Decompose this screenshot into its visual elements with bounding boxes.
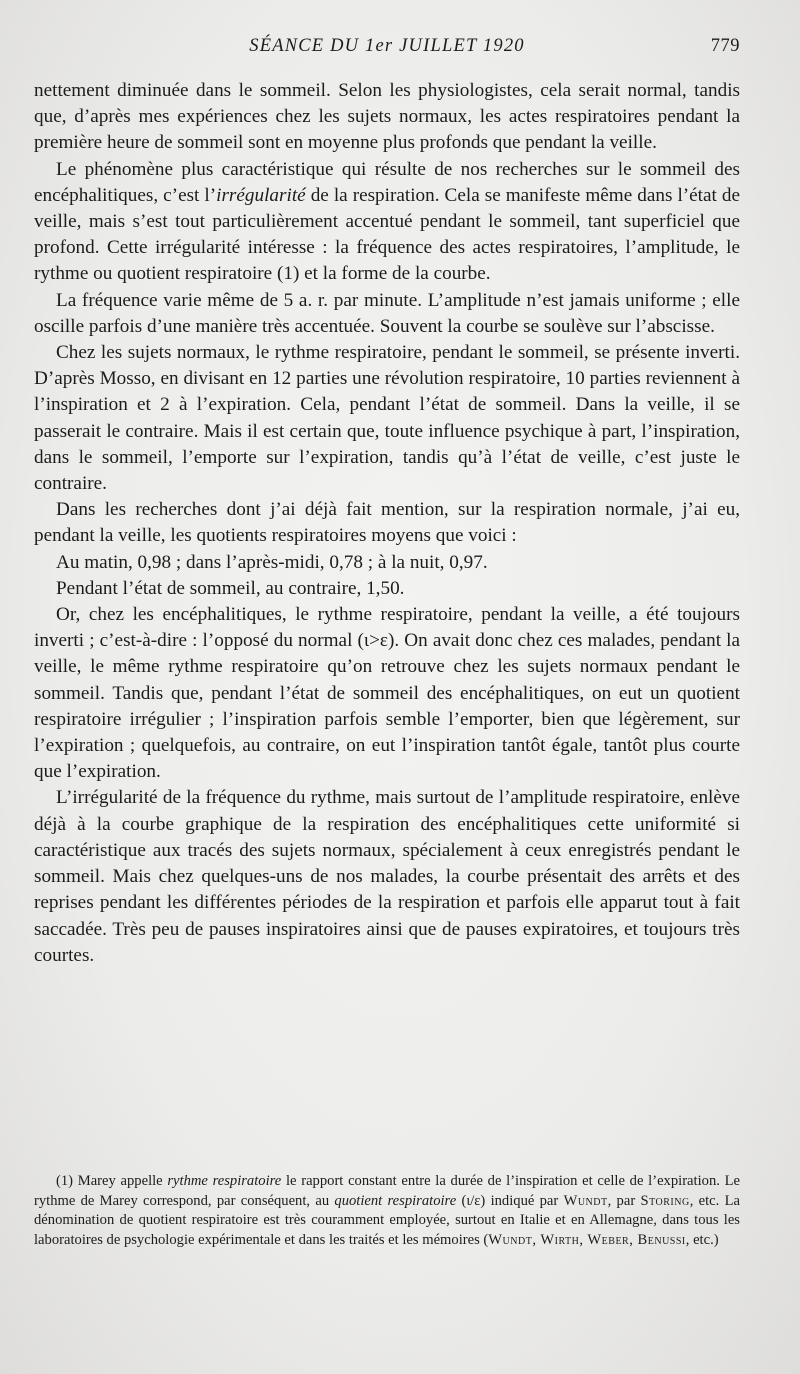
paragraph-3: La fréquence varie même de 5 a. r. par minute. L’amplitude n’est jamais uniforme ; elle oscille parfois d’une manière très accentuée. Souvent la courbe se soulève sur l’abscisse. — [34, 289, 740, 337]
emphasis-irregularite: irrégularité — [216, 184, 306, 206]
paragraph-6: Au matin, 0,98 ; dans l’après-midi, 0,78 ; à la nuit, 0,97. — [56, 551, 488, 573]
footnote-1 — [34, 1172, 740, 1250]
footnote-1-text-a: (1) Marey appelle — [56, 1173, 168, 1189]
paragraph-4: Chez les sujets normaux, le rythme respiratoire, pendant le sommeil, se présente inverti. D’après Mosso, en divisant en 12 parties une révolution respiratoire, 10 parties reviennent à l’inspiration et 2 à l’expiration. Cela, pendant l’état de sommeil. Dans la veille, il se passerait le contraire. Mais il est certain que, toute influence psychique à part, l’inspiration, dans le sommeil, l’emporte sur l’expiration, tandis qu’à l’état de veille, c’est juste le contraire. — [34, 342, 740, 495]
paragraph-2-start: Le phénomène plus caractéristique qui résulte de nos recherches sur le sommeil des encéphalitiques, c’est l’ — [34, 158, 740, 206]
paragraph-5: Dans les recherches dont j’ai déjà fait mention, sur la respiration normale, j’ai eu, pendant la veille, les quotients respiratoires moyens que voici : — [34, 499, 740, 547]
paragraph-2-end: de la respiration. Cela se manifeste même dans l’état de veille, mais s’est tout particulièrement accentué pendant le sommeil, tant superficiel que profond. Cette irrégularité intéresse : la fréquence des actes respiratoires, l’amplitude, le rythme ou quotient respiratoire (1) et la forme de la courbe. — [34, 184, 740, 285]
footnote-1-em-quotient: quotient respiratoire — [334, 1192, 457, 1209]
footnote-1-text-c: (ι/ε) indiqué par — [456, 1192, 564, 1209]
page-number: 779 — [710, 36, 740, 56]
body-text — [34, 78, 740, 969]
footnote-1-text-f: , etc.) — [685, 1231, 719, 1248]
footnote-1-text-d: , par — [607, 1192, 641, 1209]
footnote-1-text-b: le rapport constant entre la durée de l’inspiration et celle de l’expiration. Le rythme de Marey correspond, par conséquent, au — [34, 1173, 740, 1209]
footnote-1-text-e: , etc. La dénomination de quotient respiratoire est très couramment employée, surtout en Italie et en Allemagne, dans tous les laboratoires de psychologie expérimentale et dans les traités et les mémoires ( — [34, 1192, 740, 1248]
footnote-1-author-storing: Storing — [640, 1192, 690, 1209]
paragraph-1: nettement diminuée dans le sommeil. Selon les physiologistes, cela serait normal, tandis que, d’après mes expériences chez les sujets normaux, les actes respiratoires pendant la première heure de sommeil sont en moyenne plus profonds que pendant la veille. — [34, 80, 740, 154]
paragraph-9: L’irrégularité de la fréquence du rythme, mais surtout de l’amplitude respiratoire, enlève déjà à la courbe graphique de la respiration des encéphalitiques cette uniformité si caractéristique aux tracés des sujets normaux, spécialement à ceux enregistrés pendant le sommeil. Mais chez quelques-uns de nos malades, la courbe présentait des arrêts et des reprises pendant les différentes périodes de la respiration et parfois elle apparut tout à fait saccadée. Très peu de pauses inspiratoires ainsi que de pauses expiratoires, et toujours très courtes. — [34, 787, 740, 966]
running-title: SÉANCE DU 1er JUILLET 1920 — [249, 36, 525, 56]
footnote-1-author-wundt: Wundt — [563, 1192, 608, 1209]
paragraph-7: Pendant l’état de sommeil, au contraire, 1,50. — [56, 577, 405, 599]
footnote-1-em-rythme: rythme respiratoire — [167, 1173, 282, 1189]
footnote-1-authors: Wundt, Wirth, Weber, Benussi — [488, 1231, 686, 1248]
paragraph-2 — [34, 157, 740, 288]
paragraph-8: Or, chez les encéphalitiques, le rythme respiratoire, pendant la veille, a été toujours inverti ; c’est-à-dire : l’opposé du normal (ι>ε). On avait donc chez ces malades, pendant la veille, le même rythme respiratoire qu’on retrouve chez les sujets normaux pendant le sommeil. Tandis que, pendant l’état de sommeil des encéphalitiques, on eut un quotient respiratoire irrégulier ; l’inspiration parfois semble l’emporter, bien que légèrement, sur l’expiration ; quelquefois, au contraire, on eut l’inspiration tantôt égale, tantôt plus courte que l’expiration. — [34, 604, 740, 783]
footnotes — [34, 1172, 740, 1250]
page-header — [34, 36, 740, 66]
